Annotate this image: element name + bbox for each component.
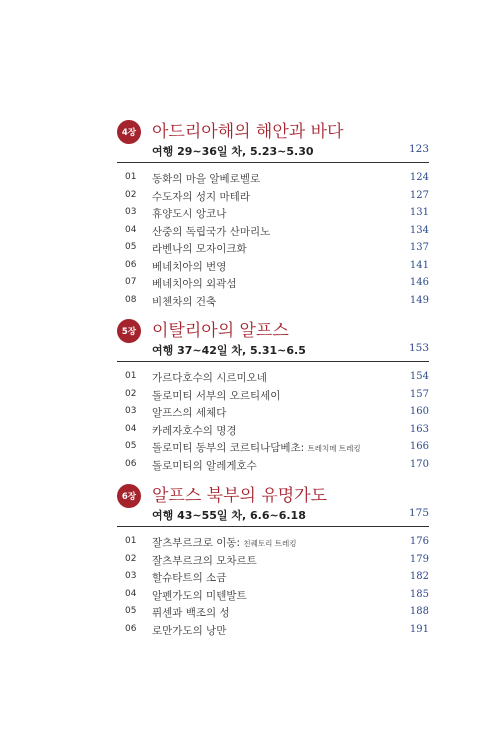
entry-number: 04	[125, 423, 137, 434]
entry-title: 알프스의 세체다	[152, 407, 227, 419]
toc-entry[interactable]	[0, 224, 500, 242]
chapter-page-number: 123	[408, 143, 429, 155]
entry-page: 188	[409, 606, 429, 617]
toc-entry[interactable]	[0, 259, 500, 277]
chapter-divider	[117, 526, 429, 527]
entry-page: 124	[409, 172, 429, 183]
chapter-page-number: 175	[408, 507, 429, 519]
entry-page: 185	[409, 588, 429, 600]
entry-title: 카레자호수의 명경	[152, 424, 237, 437]
entry-title	[152, 440, 361, 455]
entry-page: 166	[409, 441, 429, 452]
chapter-subtitle: 여행 29~36일 차, 5.23~5.30	[152, 145, 314, 158]
toc-entry[interactable]	[0, 623, 500, 641]
entry-number: 03	[125, 207, 137, 217]
entry-page: 146	[409, 277, 429, 288]
toc-entry[interactable]	[0, 189, 500, 207]
entry-number: 07	[125, 277, 137, 287]
entry-number: 01	[125, 536, 137, 546]
entry-page: 163	[409, 423, 429, 435]
entry-title: 로만가도의 낭만	[152, 624, 227, 637]
entry-page: 157	[409, 388, 429, 400]
entry-number: 04	[125, 588, 137, 599]
entry-number: 03	[125, 406, 137, 416]
entry-page: 160	[409, 406, 429, 417]
entry-title: 베네치아의 번영	[152, 260, 227, 273]
chapter-subtitle: 여행 37~42일 차, 5.31~6.5	[152, 344, 306, 357]
entry-number: 05	[125, 606, 137, 616]
toc-entry[interactable]	[0, 588, 500, 606]
entry-number: 02	[125, 553, 137, 564]
chapter-title: 알프스 북부의 유명가도	[152, 486, 328, 506]
entry-list	[0, 370, 500, 475]
toc-entry[interactable]	[0, 405, 500, 423]
entry-number: 02	[125, 189, 137, 200]
entry-page: 131	[409, 207, 429, 218]
entry-page: 170	[409, 458, 429, 470]
entry-list	[0, 535, 500, 640]
toc-entry[interactable]	[0, 423, 500, 441]
entry-number: 02	[125, 388, 137, 399]
entry-title: 잘츠부르크의 모차르트	[152, 554, 257, 567]
entry-number: 06	[125, 259, 137, 270]
toc-entry[interactable]	[0, 553, 500, 571]
toc-entry[interactable]	[0, 440, 500, 458]
toc-entry[interactable]	[0, 294, 500, 312]
entry-page: 127	[409, 189, 429, 201]
entry-page: 176	[409, 536, 429, 547]
chapter-badge: 4장	[117, 120, 141, 144]
entry-number: 01	[125, 371, 137, 381]
chapter-title: 이탈리아의 알프스	[152, 321, 289, 341]
entry-title: 휴양도시 앙코나	[152, 208, 227, 220]
entry-title: 베네치아의 외곽섬	[152, 278, 237, 290]
toc-entry[interactable]	[0, 171, 500, 189]
entry-number: 05	[125, 242, 137, 252]
toc-entry[interactable]	[0, 570, 500, 588]
chapter-subtitle: 여행 43~55일 차, 6.6~6.18	[152, 509, 306, 522]
chapter-divider	[117, 162, 429, 163]
entry-title: 비첸차의 건축	[152, 295, 217, 308]
toc-entry[interactable]	[0, 458, 500, 476]
entry-page: 141	[409, 259, 429, 271]
entry-title: 라벤나의 모자이크화	[152, 243, 247, 255]
entry-title-main: 돌로미티 동부의 코르티나담베초:	[152, 442, 305, 454]
entry-list	[0, 171, 500, 311]
entry-note: 트레치메 트레킹	[307, 444, 361, 453]
entry-number: 06	[125, 458, 137, 469]
entry-title: 퓌센과 백조의 성	[152, 607, 230, 619]
chapter-badge: 5장	[117, 319, 141, 343]
chapter-title: 아드리아해의 해안과 바다	[152, 122, 344, 142]
chapter-divider	[117, 361, 429, 362]
entry-number: 01	[125, 172, 137, 182]
entry-title: 수도자의 성지 마테라	[152, 190, 250, 203]
toc-entry[interactable]	[0, 370, 500, 388]
entry-number: 03	[125, 571, 137, 581]
toc-entry[interactable]	[0, 276, 500, 294]
entry-number: 04	[125, 224, 137, 235]
entry-title: 동화의 마을 알베로벨로	[152, 173, 261, 185]
toc-entry[interactable]	[0, 388, 500, 406]
entry-number: 08	[125, 294, 137, 305]
entry-page: 137	[409, 242, 429, 253]
entry-title: 돌로미티의 알레게호수	[152, 459, 257, 472]
entry-note: 친퀘토리 트레킹	[243, 539, 297, 548]
entry-page: 182	[409, 571, 429, 582]
entry-page: 149	[409, 294, 429, 306]
toc-entry[interactable]	[0, 535, 500, 553]
entry-title-main: 잘츠부르크로 이동:	[152, 537, 241, 549]
entry-number: 05	[125, 441, 137, 451]
entry-page: 154	[409, 371, 429, 382]
chapter-badge: 6장	[117, 484, 141, 508]
entry-title: 돌로미티 서부의 오르티세이	[152, 389, 281, 402]
toc-entry[interactable]	[0, 241, 500, 259]
entry-page: 179	[409, 553, 429, 565]
chapter-page-number: 153	[408, 342, 429, 354]
entry-number: 06	[125, 623, 137, 634]
toc-entry[interactable]	[0, 605, 500, 623]
entry-title: 산중의 독립국가 산마리노	[152, 225, 271, 238]
entry-title: 알펜가도의 미텐발트	[152, 589, 247, 602]
toc-entry[interactable]	[0, 206, 500, 224]
entry-title	[152, 535, 296, 550]
entry-title: 할슈타트의 소금	[152, 572, 227, 584]
entry-title: 가르다호수의 시르미오네	[152, 372, 267, 384]
entry-page: 191	[409, 623, 429, 635]
entry-page: 134	[409, 224, 429, 236]
